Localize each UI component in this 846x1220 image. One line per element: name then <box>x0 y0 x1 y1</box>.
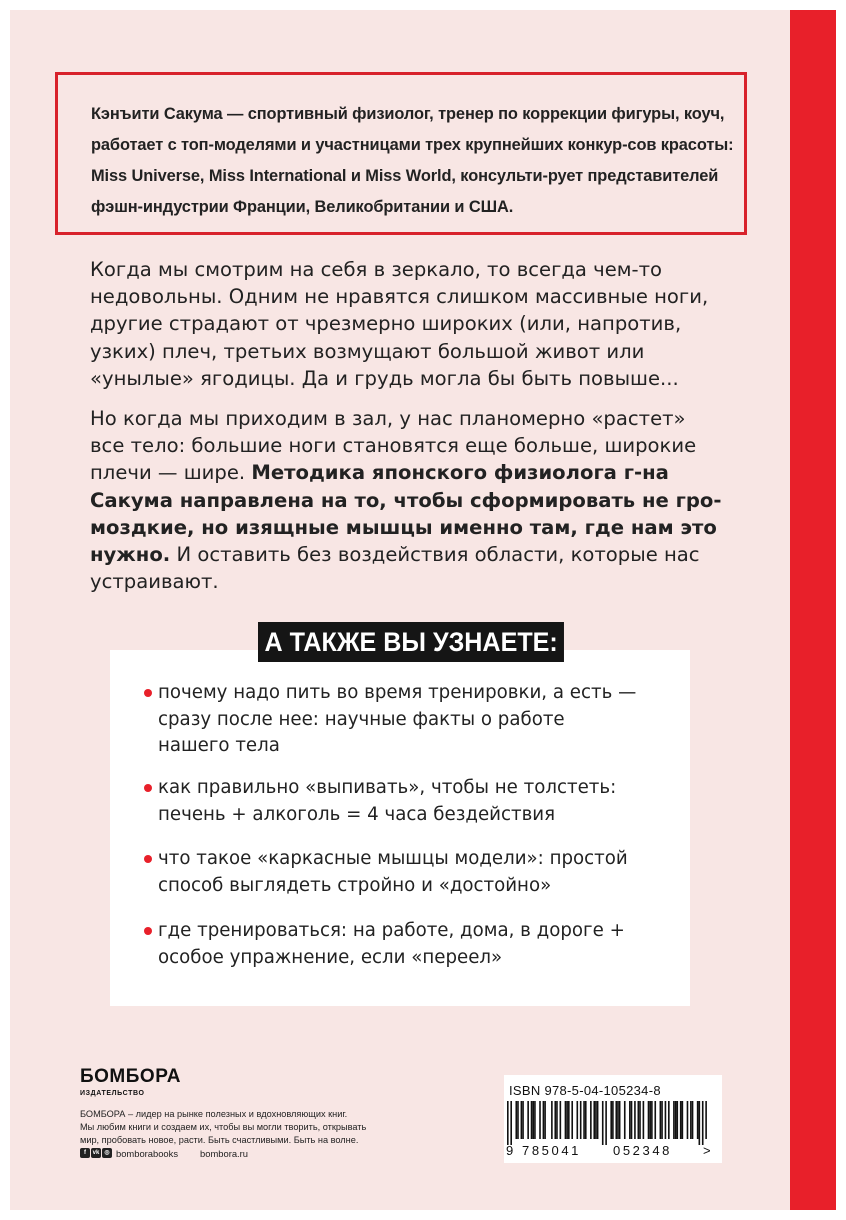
barcode-bar <box>682 1101 684 1139</box>
author-bio-frame <box>55 72 747 235</box>
barcode-bar <box>675 1101 677 1139</box>
list-item-line: особое упражнение, если «переел» <box>158 946 503 968</box>
publisher-description-line: мир, пробовать новое, расти. Быть счастливыми. Быть на волне. <box>80 1134 359 1145</box>
red-bullet-icon <box>144 927 152 935</box>
list-item-line: почему надо пить во время тренировки, а есть — <box>158 682 637 703</box>
publisher-description-line: БОМБОРА – лидер на рынке полезных и вдохновляющих книг. <box>80 1109 348 1119</box>
barcode-bar <box>702 1101 704 1145</box>
red-bullet-icon <box>144 689 152 697</box>
barcode-bar <box>690 1101 692 1139</box>
barcode-first-digit: 9 <box>506 1143 514 1158</box>
barcode-bar <box>638 1101 640 1139</box>
barcode-bar <box>568 1101 570 1139</box>
red-bullet-icon <box>144 784 152 792</box>
paragraph-line: все тело: большие ноги становятся еще больше, широкие <box>90 434 697 458</box>
list-item-line: что такое «каркасные мышцы модели»: простой <box>158 848 628 869</box>
red-spine-strip <box>790 10 836 1210</box>
barcode-bar <box>661 1101 663 1139</box>
barcode-bar <box>605 1101 607 1145</box>
paragraph-line <box>90 459 750 486</box>
barcode-digit-group: 052348 <box>613 1143 672 1158</box>
paragraph-line: недовольны. Одним не нравятся слишком массивные ноги, <box>90 285 709 309</box>
barcode-bar <box>634 1101 636 1139</box>
learn-list-item <box>143 680 683 760</box>
barcode-bar <box>507 1101 509 1145</box>
barcode-digits <box>504 1142 722 1160</box>
author-bio-text: Кэнъити Сакума — спортивный физиолог, тренер по коррекции фигуры, коуч, работает с топ-моделями и участницами трех крупнейших конкур-сов красоты: Miss Universe, Miss International и Miss World, консульти-рует представителей фэшн-индустрии Франции, Великобритании и США. <box>91 105 734 216</box>
paragraph-line <box>90 514 750 541</box>
barcode-bar <box>687 1101 689 1139</box>
social-handle: bomborabooks <box>116 1147 179 1159</box>
barcode-bar <box>654 1101 656 1139</box>
emphasis-text: моздкие, но изящные мышцы именно там, где нам это <box>90 515 717 539</box>
barcode-bar <box>554 1101 556 1139</box>
publisher-description-line: Мы любим книги и создаем их, чтобы вы могли творить, открывать <box>80 1121 367 1132</box>
list-item-line: печень + алкоголь = 4 часа бездействия <box>158 803 556 825</box>
paragraph-line: Но когда мы приходим в зал, у нас планомерно «растет» <box>90 407 686 430</box>
barcode-quiet-zone-mark: > <box>703 1143 711 1158</box>
barcode-bar <box>571 1101 573 1139</box>
learn-list-item <box>143 918 683 971</box>
red-bullet-icon <box>144 855 152 863</box>
paragraph-text: плечи — шире. <box>90 461 252 485</box>
barcode-bar <box>593 1101 595 1139</box>
isbn-number: ISBN 978-5-04-105234-8 <box>509 1083 661 1098</box>
barcode-bar <box>612 1101 614 1139</box>
barcode-bar <box>597 1101 599 1139</box>
emphasis-text: нужно. <box>90 543 171 567</box>
barcode-bar <box>705 1101 707 1139</box>
list-item-line: способ выглядеть стройно и «достойно» <box>158 874 552 896</box>
barcode-bar <box>527 1101 529 1139</box>
barcode-bar <box>649 1101 651 1139</box>
barcode-bar <box>565 1101 567 1139</box>
barcode-bar <box>676 1101 678 1139</box>
barcode-bar <box>651 1101 653 1139</box>
learn-section-title: А ТАКЖЕ ВЫ УЗНАЕТЕ: <box>258 622 564 662</box>
paragraph-line: узких) плеч, третьих возмущают большой живот или <box>90 339 645 363</box>
facebook-icon: f <box>80 1148 90 1158</box>
social-links <box>80 1147 248 1159</box>
barcode-bar <box>617 1101 619 1139</box>
paragraph-text: И оставить без воздействия области, которые нас <box>170 543 700 567</box>
barcode-bar <box>665 1101 667 1139</box>
publisher-website: bombora.ru <box>200 1147 248 1159</box>
paragraph-line: другие страдают от чрезмерно широких (или, напротив, <box>90 312 682 336</box>
barcode-bar <box>517 1101 519 1139</box>
barcode-bar <box>639 1101 641 1139</box>
learn-list-item <box>143 775 683 828</box>
barcode-bar <box>595 1101 597 1139</box>
barcode-bar <box>522 1101 524 1139</box>
barcode-bar <box>648 1101 650 1139</box>
paragraph-line <box>90 487 750 514</box>
barcode-bar <box>660 1101 662 1139</box>
emphasis-text: Методика японского физиолога г-на <box>251 461 669 485</box>
paragraph-line: Когда мы смотрим на себя в зеркало, то всегда чем-то <box>90 258 663 281</box>
barcode-graphic <box>507 1101 707 1145</box>
list-item-line: сразу после нее: научные факты о работе <box>158 708 565 730</box>
barcode-bar <box>624 1101 626 1139</box>
publisher-description <box>80 1108 400 1146</box>
barcode-bar <box>532 1101 534 1139</box>
barcode-digit-group: 785041 <box>522 1143 581 1158</box>
barcode-bar <box>510 1101 512 1145</box>
barcode-bar <box>680 1101 682 1139</box>
barcode-bar <box>602 1101 604 1145</box>
barcode-bar <box>515 1101 517 1139</box>
barcode-bar <box>631 1101 633 1139</box>
barcode-bar <box>551 1101 553 1139</box>
vk-icon: vk <box>92 1150 100 1156</box>
list-item-line: как правильно «выпивать», чтобы не толстеть: <box>158 777 617 798</box>
barcode-bar <box>610 1101 612 1139</box>
paragraph-line <box>90 541 750 568</box>
barcode-bar <box>560 1101 562 1139</box>
barcode-bar <box>699 1101 701 1145</box>
barcode-bar <box>531 1101 533 1139</box>
barcode-bar <box>521 1101 523 1139</box>
barcode-bar <box>697 1101 699 1139</box>
barcode-bar <box>544 1101 546 1139</box>
paragraph-line: «унылые» ягодицы. Да и грудь могла бы быть повыше... <box>90 366 679 390</box>
barcode-bar <box>534 1101 536 1139</box>
barcode-bar <box>643 1101 645 1139</box>
barcode-bar <box>585 1101 587 1139</box>
intro-paragraph <box>90 256 750 392</box>
barcode-bar <box>539 1101 541 1139</box>
barcode-bar <box>668 1101 670 1139</box>
list-item-line: где тренироваться: на работе, дома, в дороге + <box>158 920 625 941</box>
barcode-bar <box>576 1101 578 1139</box>
barcode-bar <box>556 1101 558 1139</box>
barcode-bar <box>580 1101 582 1139</box>
publisher-logo-subtitle: ИЗДАТЕЛЬСТВО <box>80 1090 145 1097</box>
publisher-logo: БОМБОРА <box>80 1066 181 1087</box>
barcode-bar <box>615 1101 617 1139</box>
barcode-bar <box>673 1101 675 1139</box>
barcode-bar <box>692 1101 694 1139</box>
method-paragraph <box>90 405 750 595</box>
barcode-bar <box>629 1101 631 1139</box>
barcode-bar <box>543 1101 545 1139</box>
barcode-bar <box>583 1101 585 1139</box>
learn-list-item <box>143 846 683 899</box>
barcode-bar <box>566 1101 568 1139</box>
instagram-icon: ◎ <box>102 1148 112 1158</box>
paragraph-line: устраивают. <box>90 570 219 594</box>
barcode-bar <box>590 1101 592 1139</box>
barcode-bar <box>619 1101 621 1139</box>
emphasis-text: Сакума направлена на то, чтобы сформировать не гро- <box>90 488 722 512</box>
list-item-line: нашего тела <box>158 735 280 756</box>
